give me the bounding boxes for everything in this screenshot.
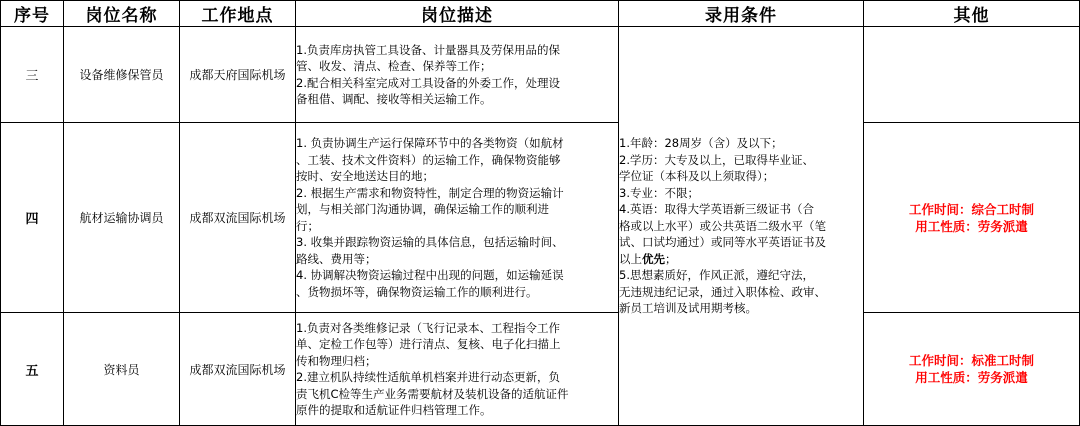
condition-line: 学位证（本科及以上须取得）； [619,169,775,184]
condition-text: 以上 [619,251,642,266]
table-row [1,123,1080,313]
description-line: 、货物损坏等，确保物资运输工作的顺利进行。 [296,284,538,299]
condition-line-priority [619,251,863,268]
employment-type-note: 用工性质：劳务派遣 [915,370,1028,385]
description-line: 、工装、技术文件资料）的运输工作，确保物资能够 [296,152,561,167]
condition-text-tail: ； [665,251,677,266]
description-line: 3. 收集并跟踪物资运输的具体信息，包括运输时间、 [296,235,564,249]
row-location: 成都双流国际机场 [180,123,296,313]
condition-line: 3.专业：不限； [619,185,699,200]
description-line: 责飞机C检等生产业务需要航材及装机设备的适航证件 [296,386,569,401]
row-other [864,313,1080,426]
description-line: 2.配合相关科室完成对工具设备的外委工作，处理设 [296,75,560,90]
condition-line: 2.学历：大专及以上，已取得毕业证、 [619,152,814,167]
row-other [864,27,1080,123]
row-position: 资料员 [64,313,180,426]
description-line: 划，与相关部门沟通协调，确保运输工作的顺利进 [296,202,549,216]
condition-line: 1.年龄：28周岁（含）及以下； [619,136,783,151]
description-line: 按时、安全地送达目的地； [296,169,434,183]
row-seq: 五 [1,313,64,426]
description-line: 1. 负责协调生产运行保障环节中的各类物资（如航材 [296,136,564,150]
header-position: 岗位名称 [64,1,180,27]
table-row [1,27,1080,123]
work-hours-note: 工作时间：综合工时制 [908,201,1034,217]
row-position: 设备维修保管员 [64,27,180,123]
description-line: 管、收发、清点、检查、保养等工作； [296,59,492,73]
row-description [296,123,619,313]
conditions-cell [619,27,864,426]
condition-line: 试、口试均通过）或同等水平英语证书及 [619,235,826,250]
description-line: 1.负责库房执管工具设备、计量器具及劳保用品的保 [296,42,560,57]
table-row [1,313,1080,426]
row-description [296,313,619,426]
row-description [296,27,619,123]
header-other: 其他 [864,1,1080,27]
condition-emphasis: 优先 [642,251,665,266]
description-line: 2. 根据生产需求和物资特性，制定合理的物资运输计 [296,185,564,200]
header-row [1,1,1080,27]
condition-line: 新员工培训及试用期考核。 [619,301,757,316]
description-line: 原件的提取和适航证件归档管理工作。 [296,403,492,417]
work-hours-note: 工作时间：标准工时制 [908,353,1034,368]
row-seq: 三 [1,27,64,123]
description-line: 行； [296,218,319,233]
row-other [864,123,1080,313]
row-seq: 四 [1,123,64,313]
description-line: 备租借、调配、接收等相关运输工作。 [296,92,492,106]
condition-line: 4.英语：取得大学英语新三级证书（合 [619,202,814,217]
description-line: 1.负责对各类维修记录（飞行记录本、工程指令工作 [296,320,560,335]
employment-type-note: 用工性质：劳务派遣 [915,218,1028,234]
description-line: 2.建立机队持续性适航单机档案并进行动态更新，负 [296,370,560,384]
header-location: 工作地点 [180,1,296,27]
condition-line: 5.思想素质好，作风正派，遵纪守法， [619,268,814,283]
header-seq: 序号 [1,1,64,27]
row-location: 成都天府国际机场 [180,27,296,123]
description-line: 路线、费用等； [296,251,377,266]
description-line: 传和物理归档； [296,353,377,368]
row-position: 航材运输协调员 [64,123,180,313]
condition-line: 格或以上水平）或公共英语二级水平（笔 [619,218,826,233]
header-description: 岗位描述 [296,1,619,27]
row-location: 成都双流国际机场 [180,313,296,426]
description-line: 4. 协调解决物资运输过程中出现的问题，如运输延误 [296,268,564,282]
header-conditions: 录用条件 [619,1,864,27]
description-line: 单、定检工作包等）进行清点、复核、电子化扫描上 [296,337,561,351]
condition-line: 无违规违纪记录，通过入职体检、政审、 [619,284,826,299]
